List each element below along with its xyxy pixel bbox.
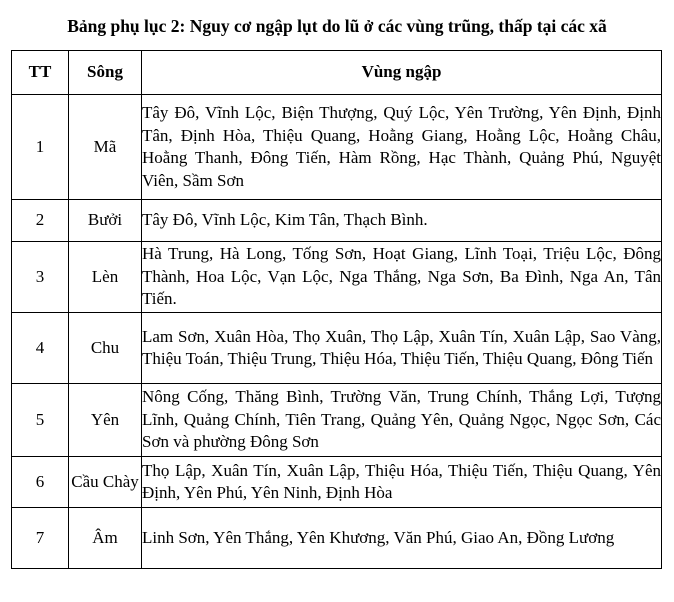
header-row xyxy=(12,51,662,95)
cell-vung-ngap: Hà Trung, Hà Long, Tống Sơn, Hoạt Giang, Lĩnh Toại, Triệu Lộc, Đông Thành, Hoa Lộc, Vạn Lộc, Nga Thắng, Nga Sơn, Ba Đình, Nga An, Tân Tiến. xyxy=(142,242,662,313)
table-row xyxy=(12,508,662,569)
cell-vung-ngap: Tây Đô, Vĩnh Lộc, Biện Thượng, Quý Lộc, Yên Trường, Yên Định, Định Tân, Định Hòa, Thiệu Quang, Hoằng Giang, Hoằng Lộc, Hoằng Châu, Hoằng Thanh, Đông Tiến, Hàm Rồng, Hạc Thành, Quảng Phú, Nguyệt Viên, Sầm Sơn xyxy=(142,95,662,200)
table-row xyxy=(12,242,662,313)
header-tt: TT xyxy=(12,51,69,95)
cell-song: Chu xyxy=(69,313,142,384)
table-row xyxy=(12,95,662,200)
cell-tt: 2 xyxy=(12,200,69,242)
cell-vung-ngap: Nông Cống, Thăng Bình, Trường Văn, Trung Chính, Thắng Lợi, Tượng Lĩnh, Quảng Chính, Tiên Trang, Quảng Yên, Quảng Ngọc, Ngọc Sơn, Các Sơn và phường Đông Sơn xyxy=(142,384,662,457)
table-row xyxy=(12,200,662,242)
cell-song: Bưởi xyxy=(69,200,142,242)
cell-song: Âm xyxy=(69,508,142,569)
cell-tt: 6 xyxy=(12,457,69,508)
header-vung-ngap: Vùng ngập xyxy=(142,51,662,95)
cell-vung-ngap: Linh Sơn, Yên Thắng, Yên Khương, Văn Phú, Giao An, Đồng Lương xyxy=(142,508,662,569)
header-song: Sông xyxy=(69,51,142,95)
table-row xyxy=(12,457,662,508)
table-row xyxy=(12,313,662,384)
cell-song: Yên xyxy=(69,384,142,457)
cell-tt: 7 xyxy=(12,508,69,569)
cell-song: Cầu Chày xyxy=(69,457,142,508)
cell-tt: 1 xyxy=(12,95,69,200)
cell-tt: 3 xyxy=(12,242,69,313)
cell-vung-ngap: Thọ Lập, Xuân Tín, Xuân Lập, Thiệu Hóa, Thiệu Tiến, Thiệu Quang, Yên Định, Yên Phú, Yên Ninh, Định Hòa xyxy=(142,457,662,508)
cell-vung-ngap: Lam Sơn, Xuân Hòa, Thọ Xuân, Thọ Lập, Xuân Tín, Xuân Lập, Sao Vàng, Thiệu Toán, Thiệu Trung, Thiệu Hóa, Thiệu Tiến, Thiệu Quang, Đông Tiến xyxy=(142,313,662,384)
cell-song: Mã xyxy=(69,95,142,200)
table-row xyxy=(12,384,662,457)
flood-risk-table xyxy=(11,50,662,569)
cell-song: Lèn xyxy=(69,242,142,313)
cell-tt: 5 xyxy=(12,384,69,457)
table-title: Bảng phụ lục 2: Nguy cơ ngập lụt do lũ ở các vùng trũng, thấp tại các xã xyxy=(67,16,607,36)
cell-tt: 4 xyxy=(12,313,69,384)
cell-vung-ngap: Tây Đô, Vĩnh Lộc, Kim Tân, Thạch Bình. xyxy=(142,200,662,242)
